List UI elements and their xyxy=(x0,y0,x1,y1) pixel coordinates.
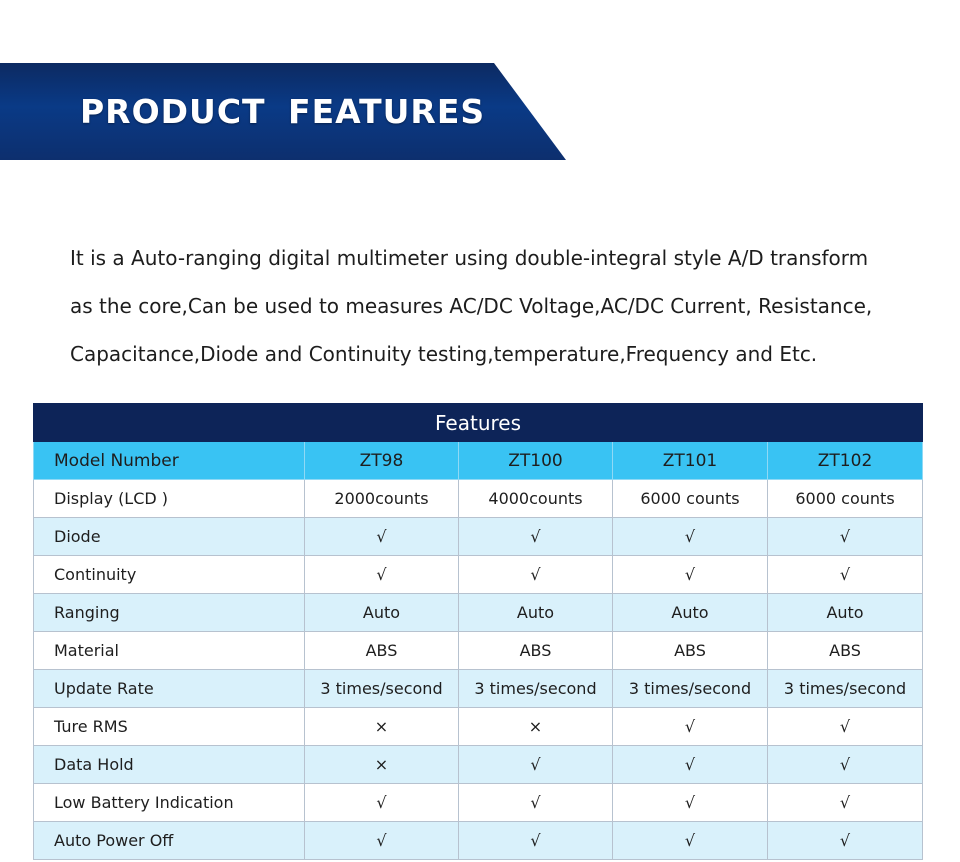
table-row xyxy=(34,632,923,670)
table-header-row xyxy=(34,442,923,480)
row-label: Display (LCD ) xyxy=(34,480,305,518)
cell: × xyxy=(305,708,459,746)
cell: √ xyxy=(768,708,923,746)
cell: Auto xyxy=(768,594,923,632)
cell: √ xyxy=(305,784,459,822)
cell: 4000counts xyxy=(459,480,613,518)
row-label: Data Hold xyxy=(34,746,305,784)
table-row xyxy=(34,594,923,632)
cell: √ xyxy=(768,556,923,594)
table-row xyxy=(34,480,923,518)
row-label: Low Battery Indication xyxy=(34,784,305,822)
cell: √ xyxy=(613,822,768,860)
header-label: Model Number xyxy=(34,442,305,480)
row-label: Diode xyxy=(34,518,305,556)
features-table xyxy=(33,403,923,860)
header-model-zt100: ZT100 xyxy=(459,442,613,480)
intro-line-1: It is a Auto-ranging digital multimeter using double-integral style A/D transform xyxy=(70,246,869,270)
cell: 3 times/second xyxy=(768,670,923,708)
intro-line-3: Capacitance,Diode and Continuity testing,temperature,Frequency and Etc. xyxy=(70,342,818,366)
row-label: Auto Power Off xyxy=(34,822,305,860)
header-model-zt101: ZT101 xyxy=(613,442,768,480)
cell: √ xyxy=(459,822,613,860)
row-label: Continuity xyxy=(34,556,305,594)
cell: √ xyxy=(459,746,613,784)
table-title: Features xyxy=(34,404,923,442)
cell: 3 times/second xyxy=(305,670,459,708)
row-label: Ranging xyxy=(34,594,305,632)
row-label: Update Rate xyxy=(34,670,305,708)
table-row xyxy=(34,556,923,594)
cell: √ xyxy=(305,822,459,860)
cell: 3 times/second xyxy=(459,670,613,708)
table-row xyxy=(34,784,923,822)
cell: Auto xyxy=(305,594,459,632)
header-model-zt98: ZT98 xyxy=(305,442,459,480)
row-label: Ture RMS xyxy=(34,708,305,746)
cell: √ xyxy=(459,556,613,594)
cell: √ xyxy=(768,746,923,784)
cell: Auto xyxy=(459,594,613,632)
intro-line-2: as the core,Can be used to measures AC/DC Voltage,AC/DC Current, Resistance, xyxy=(70,294,873,318)
cell: √ xyxy=(768,518,923,556)
section-title: PRODUCT FEATURES xyxy=(80,92,486,131)
table-row xyxy=(34,746,923,784)
table-row xyxy=(34,822,923,860)
table-row xyxy=(34,708,923,746)
cell: √ xyxy=(459,784,613,822)
cell: √ xyxy=(459,518,613,556)
cell: √ xyxy=(613,518,768,556)
cell: 6000 counts xyxy=(768,480,923,518)
cell: ABS xyxy=(613,632,768,670)
cell: 6000 counts xyxy=(613,480,768,518)
cell: √ xyxy=(613,784,768,822)
cell: × xyxy=(305,746,459,784)
intro-paragraph xyxy=(70,234,900,378)
row-label: Material xyxy=(34,632,305,670)
table-title-row xyxy=(34,404,923,442)
cell: Auto xyxy=(613,594,768,632)
cell: √ xyxy=(613,708,768,746)
cell: √ xyxy=(768,822,923,860)
cell: × xyxy=(459,708,613,746)
cell: ABS xyxy=(459,632,613,670)
cell: √ xyxy=(305,518,459,556)
cell: √ xyxy=(613,556,768,594)
cell: 3 times/second xyxy=(613,670,768,708)
cell: 2000counts xyxy=(305,480,459,518)
cell: √ xyxy=(613,746,768,784)
cell: ABS xyxy=(305,632,459,670)
cell: ABS xyxy=(768,632,923,670)
cell: √ xyxy=(305,556,459,594)
cell: √ xyxy=(768,784,923,822)
table-row xyxy=(34,670,923,708)
table-row xyxy=(34,518,923,556)
header-model-zt102: ZT102 xyxy=(768,442,923,480)
